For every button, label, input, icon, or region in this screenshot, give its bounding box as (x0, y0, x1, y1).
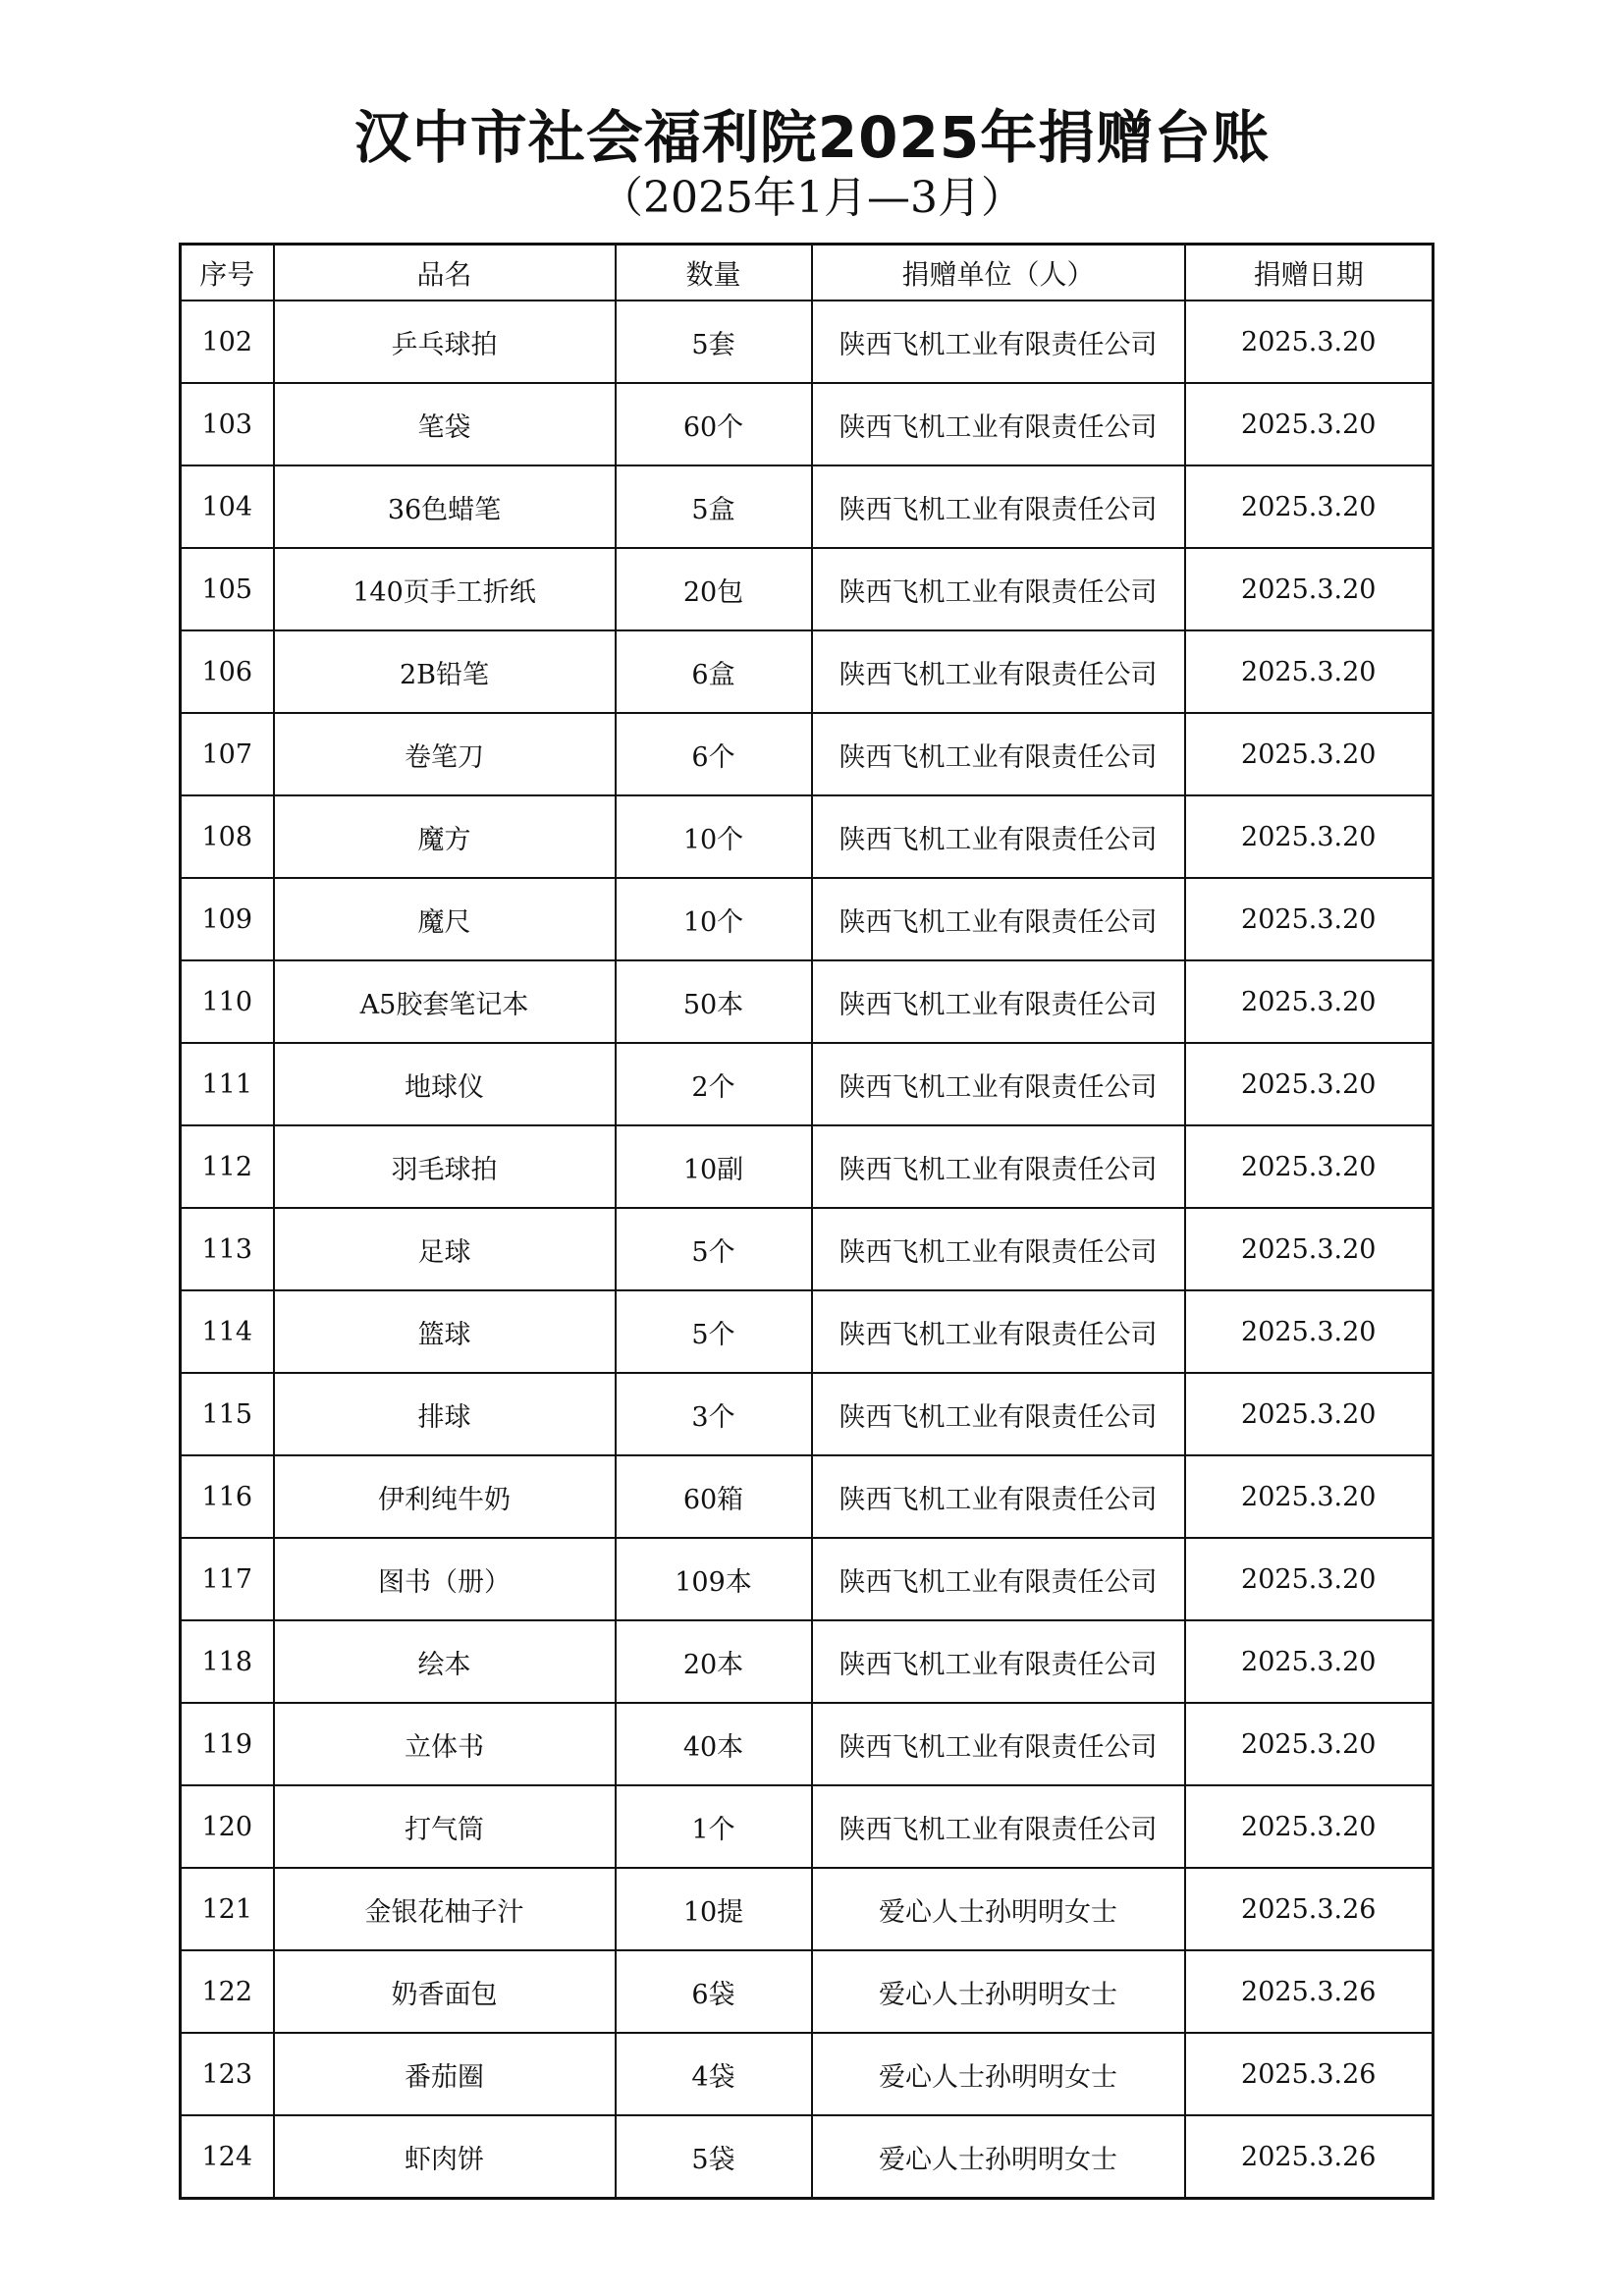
cell-quantity: 20本 (616, 1620, 812, 1703)
cell-donation-date: 2025.3.20 (1185, 548, 1434, 630)
cell-serial-number: 121 (181, 1868, 274, 1950)
cell-donor: 陕西飞机工业有限责任公司 (812, 548, 1185, 630)
cell-serial-number: 107 (181, 713, 274, 795)
cell-item-name: 图书（册） (274, 1538, 616, 1620)
cell-donor: 陕西飞机工业有限责任公司 (812, 383, 1185, 465)
cell-serial-number: 109 (181, 878, 274, 960)
cell-item-name: 虾肉饼 (274, 2115, 616, 2199)
cell-donation-date: 2025.3.20 (1185, 1208, 1434, 1290)
cell-item-name: 2B铅笔 (274, 630, 616, 713)
table-row (181, 465, 1434, 548)
donation-ledger-table (179, 243, 1435, 2200)
table-row (181, 1455, 1434, 1538)
cell-donor: 陕西飞机工业有限责任公司 (812, 1785, 1185, 1868)
table-row (181, 1125, 1434, 1208)
cell-item-name: 排球 (274, 1373, 616, 1455)
cell-quantity: 60箱 (616, 1455, 812, 1538)
cell-donor: 陕西飞机工业有限责任公司 (812, 465, 1185, 548)
table-row (181, 1290, 1434, 1373)
cell-donor: 陕西飞机工业有限责任公司 (812, 1125, 1185, 1208)
cell-serial-number: 118 (181, 1620, 274, 1703)
table-row (181, 383, 1434, 465)
cell-item-name: A5胶套笔记本 (274, 960, 616, 1043)
cell-serial-number: 114 (181, 1290, 274, 1373)
cell-donation-date: 2025.3.26 (1185, 2115, 1434, 2199)
cell-serial-number: 106 (181, 630, 274, 713)
cell-item-name: 金银花柚子汁 (274, 1868, 616, 1950)
cell-item-name: 立体书 (274, 1703, 616, 1785)
table-row (181, 1043, 1434, 1125)
header-item-name: 品名 (274, 245, 616, 301)
cell-quantity: 109本 (616, 1538, 812, 1620)
cell-serial-number: 119 (181, 1703, 274, 1785)
cell-donation-date: 2025.3.20 (1185, 1290, 1434, 1373)
cell-item-name: 打气筒 (274, 1785, 616, 1868)
table-row (181, 795, 1434, 878)
cell-quantity: 10副 (616, 1125, 812, 1208)
cell-serial-number: 123 (181, 2033, 274, 2115)
cell-donation-date: 2025.3.20 (1185, 630, 1434, 713)
cell-serial-number: 111 (181, 1043, 274, 1125)
cell-donor: 陕西飞机工业有限责任公司 (812, 1290, 1185, 1373)
cell-donor: 爱心人士孙明明女士 (812, 1868, 1185, 1950)
table-row (181, 1208, 1434, 1290)
cell-quantity: 3个 (616, 1373, 812, 1455)
cell-donor: 陕西飞机工业有限责任公司 (812, 795, 1185, 878)
cell-quantity: 2个 (616, 1043, 812, 1125)
cell-donation-date: 2025.3.20 (1185, 960, 1434, 1043)
cell-donation-date: 2025.3.26 (1185, 1950, 1434, 2033)
table-row (181, 301, 1434, 383)
cell-serial-number: 117 (181, 1538, 274, 1620)
cell-item-name: 伊利纯牛奶 (274, 1455, 616, 1538)
cell-serial-number: 108 (181, 795, 274, 878)
cell-donation-date: 2025.3.20 (1185, 1703, 1434, 1785)
header-quantity: 数量 (616, 245, 812, 301)
cell-quantity: 60个 (616, 383, 812, 465)
cell-donor: 陕西飞机工业有限责任公司 (812, 1373, 1185, 1455)
cell-quantity: 6个 (616, 713, 812, 795)
cell-donation-date: 2025.3.26 (1185, 2033, 1434, 2115)
table-row (181, 878, 1434, 960)
cell-donor: 陕西飞机工业有限责任公司 (812, 713, 1185, 795)
cell-quantity: 4袋 (616, 2033, 812, 2115)
cell-quantity: 5袋 (616, 2115, 812, 2199)
cell-donor: 陕西飞机工业有限责任公司 (812, 878, 1185, 960)
cell-serial-number: 112 (181, 1125, 274, 1208)
cell-donor: 爱心人士孙明明女士 (812, 1950, 1185, 2033)
cell-serial-number: 120 (181, 1785, 274, 1868)
table-row (181, 1373, 1434, 1455)
table-row (181, 960, 1434, 1043)
cell-quantity: 5套 (616, 301, 812, 383)
cell-donor: 陕西飞机工业有限责任公司 (812, 1538, 1185, 1620)
cell-item-name: 乒乓球拍 (274, 301, 616, 383)
document-title: 汉中市社会福利院2025年捐赠台账 (353, 104, 1271, 171)
header-donor: 捐赠单位（人） (812, 245, 1185, 301)
cell-donation-date: 2025.3.20 (1185, 465, 1434, 548)
cell-donation-date: 2025.3.20 (1185, 383, 1434, 465)
cell-donor: 爱心人士孙明明女士 (812, 2115, 1185, 2199)
cell-item-name: 羽毛球拍 (274, 1125, 616, 1208)
cell-donor: 陕西飞机工业有限责任公司 (812, 1620, 1185, 1703)
cell-item-name: 绘本 (274, 1620, 616, 1703)
table-row (181, 548, 1434, 630)
cell-item-name: 36色蜡笔 (274, 465, 616, 548)
cell-item-name: 笔袋 (274, 383, 616, 465)
cell-quantity: 10个 (616, 795, 812, 878)
cell-quantity: 1个 (616, 1785, 812, 1868)
cell-serial-number: 103 (181, 383, 274, 465)
table-row (181, 1950, 1434, 2033)
table-row (181, 2115, 1434, 2199)
cell-quantity: 40本 (616, 1703, 812, 1785)
cell-donation-date: 2025.3.20 (1185, 1373, 1434, 1455)
cell-serial-number: 122 (181, 1950, 274, 2033)
table-row (181, 713, 1434, 795)
table-header-row (181, 245, 1434, 301)
cell-donation-date: 2025.3.20 (1185, 1785, 1434, 1868)
cell-donation-date: 2025.3.20 (1185, 878, 1434, 960)
table-row (181, 1868, 1434, 1950)
cell-donor: 陕西飞机工业有限责任公司 (812, 1703, 1185, 1785)
cell-quantity: 5个 (616, 1290, 812, 1373)
cell-serial-number: 124 (181, 2115, 274, 2199)
cell-item-name: 卷笔刀 (274, 713, 616, 795)
cell-item-name: 足球 (274, 1208, 616, 1290)
cell-serial-number: 104 (181, 465, 274, 548)
cell-donation-date: 2025.3.20 (1185, 1455, 1434, 1538)
cell-serial-number: 116 (181, 1455, 274, 1538)
cell-donation-date: 2025.3.20 (1185, 713, 1434, 795)
cell-donor: 陕西飞机工业有限责任公司 (812, 960, 1185, 1043)
cell-quantity: 6袋 (616, 1950, 812, 2033)
header-donation-date: 捐赠日期 (1185, 245, 1434, 301)
table-row (181, 2033, 1434, 2115)
cell-serial-number: 110 (181, 960, 274, 1043)
cell-quantity: 5盒 (616, 465, 812, 548)
cell-donation-date: 2025.3.20 (1185, 1538, 1434, 1620)
table-row (181, 1785, 1434, 1868)
cell-item-name: 奶香面包 (274, 1950, 616, 2033)
cell-donor: 陕西飞机工业有限责任公司 (812, 1455, 1185, 1538)
cell-item-name: 篮球 (274, 1290, 616, 1373)
cell-serial-number: 102 (181, 301, 274, 383)
cell-quantity: 50本 (616, 960, 812, 1043)
cell-item-name: 140页手工折纸 (274, 548, 616, 630)
cell-serial-number: 115 (181, 1373, 274, 1455)
cell-donor: 爱心人士孙明明女士 (812, 2033, 1185, 2115)
cell-item-name: 魔尺 (274, 878, 616, 960)
cell-serial-number: 113 (181, 1208, 274, 1290)
cell-donation-date: 2025.3.26 (1185, 1868, 1434, 1950)
cell-serial-number: 105 (181, 548, 274, 630)
table-row (181, 1703, 1434, 1785)
table-row (181, 1620, 1434, 1703)
header-serial-number: 序号 (181, 245, 274, 301)
cell-donor: 陕西飞机工业有限责任公司 (812, 1208, 1185, 1290)
cell-donation-date: 2025.3.20 (1185, 1125, 1434, 1208)
cell-donor: 陕西飞机工业有限责任公司 (812, 301, 1185, 383)
cell-quantity: 5个 (616, 1208, 812, 1290)
cell-donation-date: 2025.3.20 (1185, 1620, 1434, 1703)
cell-quantity: 20包 (616, 548, 812, 630)
document-subtitle: （2025年1月—3月） (600, 173, 1024, 223)
table-row (181, 1538, 1434, 1620)
cell-quantity: 6盒 (616, 630, 812, 713)
cell-quantity: 10个 (616, 878, 812, 960)
cell-donor: 陕西飞机工业有限责任公司 (812, 1043, 1185, 1125)
cell-donation-date: 2025.3.20 (1185, 301, 1434, 383)
cell-quantity: 10提 (616, 1868, 812, 1950)
cell-donor: 陕西飞机工业有限责任公司 (812, 630, 1185, 713)
cell-donation-date: 2025.3.20 (1185, 795, 1434, 878)
cell-donation-date: 2025.3.20 (1185, 1043, 1434, 1125)
table-body (181, 301, 1434, 2199)
table-row (181, 630, 1434, 713)
cell-item-name: 番茄圈 (274, 2033, 616, 2115)
cell-item-name: 地球仪 (274, 1043, 616, 1125)
cell-item-name: 魔方 (274, 795, 616, 878)
